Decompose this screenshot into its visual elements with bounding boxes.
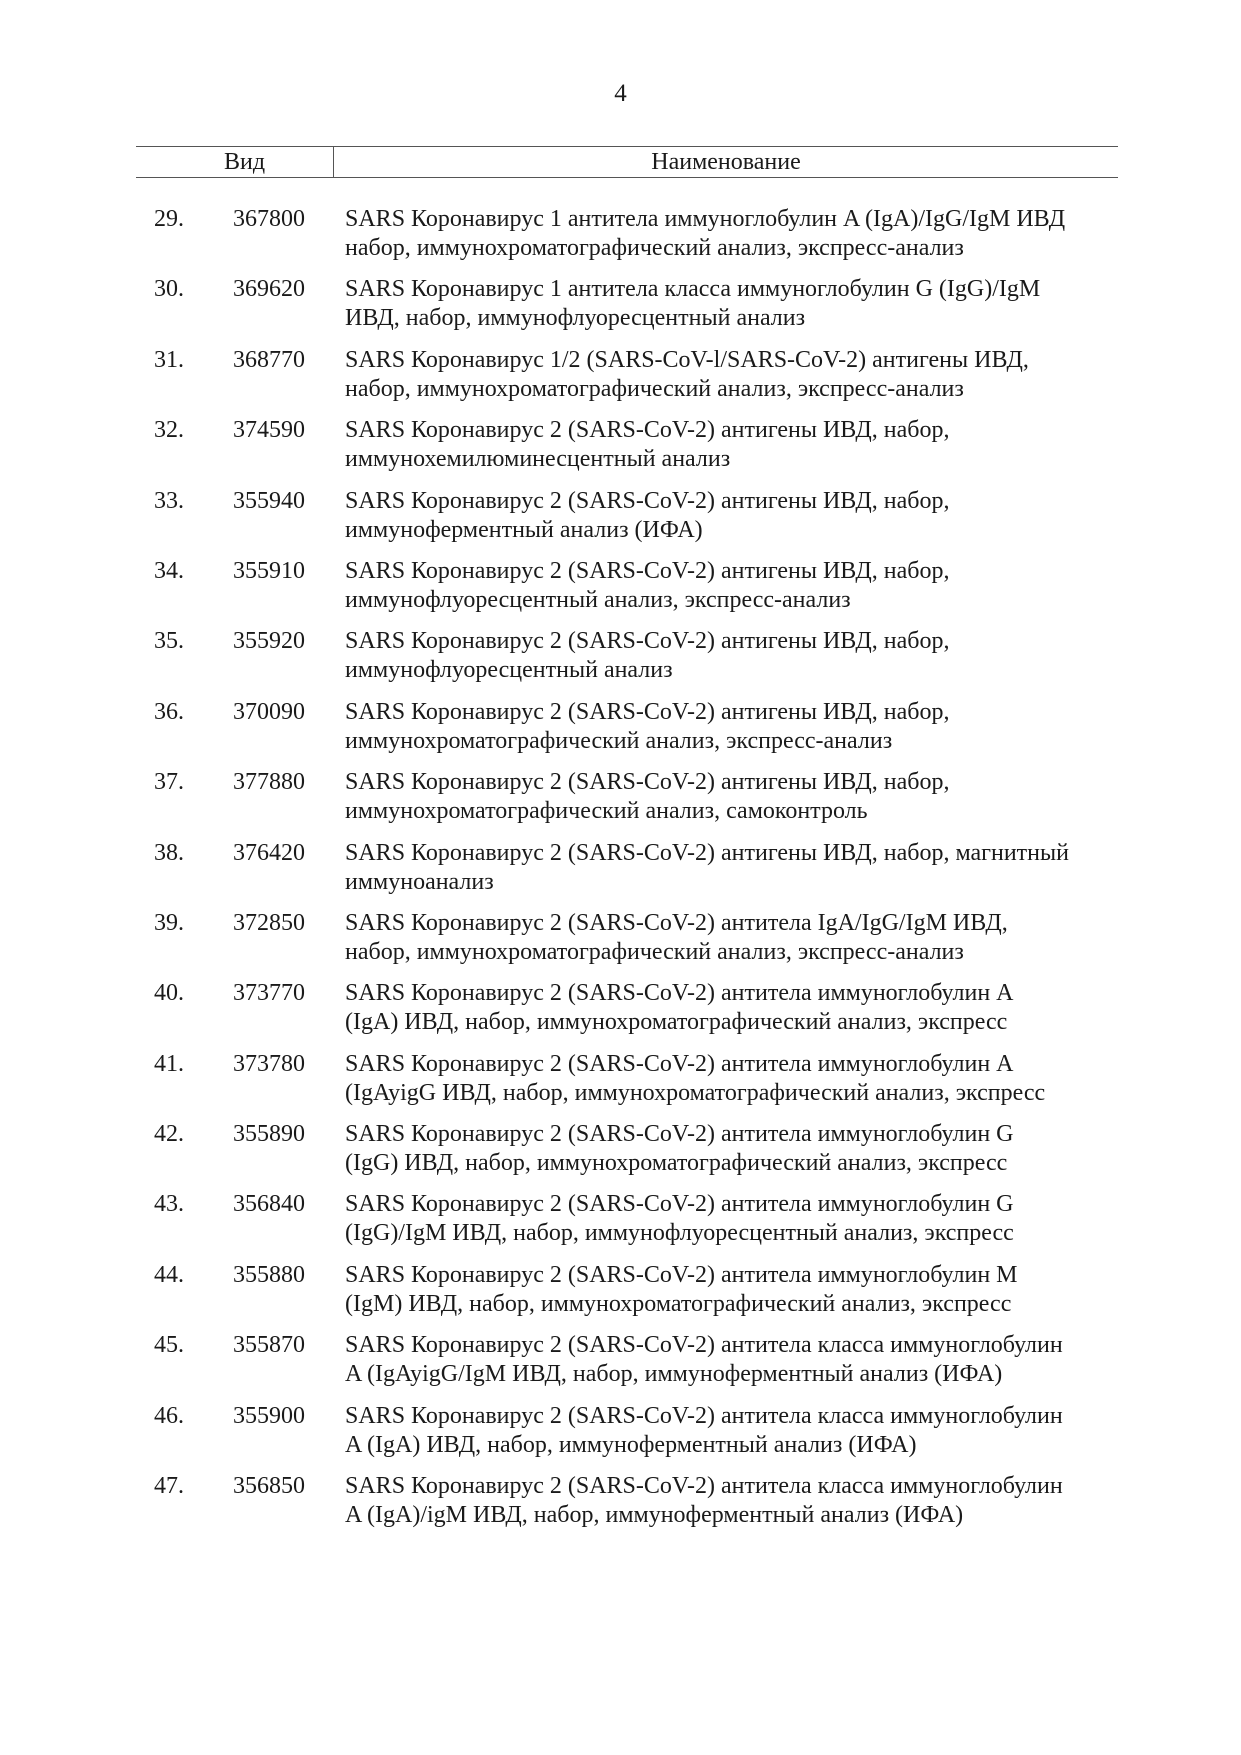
- row-name-line: SARS Коронавирус 2 (SARS-CoV-2) антитела класса иммуноглобулин: [345, 1402, 1063, 1429]
- row-number: 35.: [154, 628, 184, 655]
- row-name: [345, 839, 1120, 897]
- table-row: [0, 487, 1241, 557]
- row-name-line: иммунохемилюминесцентный анализ: [345, 446, 731, 473]
- row-name: [345, 1331, 1120, 1389]
- table-row: [0, 909, 1241, 979]
- row-name: [345, 487, 1120, 545]
- row-name: [345, 346, 1120, 404]
- row-code: 355880: [233, 1261, 305, 1288]
- row-code: 372850: [233, 909, 305, 936]
- table-row: [0, 1050, 1241, 1120]
- column-header-name: Наименование: [651, 149, 801, 175]
- row-number: 44.: [154, 1261, 184, 1288]
- table-body: [0, 205, 1241, 1542]
- row-code: 369620: [233, 276, 305, 303]
- row-name-line: SARS Коронавирус 1 антитела иммуноглобулин A (IgA)/IgG/IgM ИВД: [345, 206, 1066, 232]
- row-name-line: SARS Коронавирус 2 (SARS-CoV-2) антигены ИВД, набор,: [345, 487, 950, 514]
- row-name-line: SARS Коронавирус 2 (SARS-CoV-2) антитела иммуноглобулин M: [345, 1261, 1018, 1288]
- row-name-line: SARS Коронавирус 2 (SARS-CoV-2) антигены ИВД, набор,: [345, 417, 950, 444]
- row-name-line: SARS Коронавирус 1/2 (SARS-CoV-l/SARS-CoV-2) антигены ИВД,: [345, 346, 1029, 373]
- table-row: [0, 979, 1241, 1049]
- row-code: 355890: [233, 1121, 305, 1148]
- table-row: [0, 627, 1241, 697]
- row-name-line: иммуноферментный анализ (ИФА): [345, 516, 703, 543]
- row-name-line: SARS Коронавирус 2 (SARS-CoV-2) антитела иммуноглобулин G: [345, 1121, 1014, 1148]
- row-name-line: SARS Коронавирус 2 (SARS-CoV-2) антигены ИВД, набор,: [345, 698, 950, 725]
- row-name-line: иммунохроматографический анализ, самоконтроль: [345, 798, 868, 825]
- row-number: 29.: [154, 206, 184, 232]
- table-row: [0, 839, 1241, 909]
- row-code: 376420: [233, 839, 305, 866]
- row-name-line: SARS Коронавирус 2 (SARS-CoV-2) антитела иммуноглобулин G: [345, 1191, 1014, 1218]
- table-row: [0, 1190, 1241, 1260]
- table-row: [0, 1472, 1241, 1542]
- row-name-line: A (IgA)/igM ИВД, набор, иммуноферментный анализ (ИФА): [345, 1502, 964, 1529]
- row-name: [345, 698, 1120, 756]
- table-row: [0, 557, 1241, 627]
- table-row: [0, 1331, 1241, 1401]
- row-name-line: A (IgAyigG/IgM ИВД, набор, иммуноферментный анализ (ИФА): [345, 1361, 1003, 1388]
- row-name-line: (IgM) ИВД, набор, иммунохроматографический анализ, экспресс: [345, 1290, 1012, 1317]
- row-number: 43.: [154, 1191, 184, 1218]
- row-name: [345, 909, 1120, 967]
- row-name-line: SARS Коронавирус 2 (SARS-CoV-2) антитела класса иммуноглобулин: [345, 1332, 1063, 1359]
- row-name: [345, 275, 1120, 333]
- row-code: 367800: [233, 206, 305, 232]
- row-name-line: (IgAyigG ИВД, набор, иммунохроматографический анализ, экспресс: [345, 1079, 1046, 1106]
- row-name-line: набор, иммунохроматографический анализ, экспресс-анализ: [345, 938, 964, 965]
- row-number: 36.: [154, 698, 184, 725]
- table-row: [0, 698, 1241, 768]
- row-name-line: ИВД, набор, иммунофлуоресцентный анализ: [345, 305, 806, 332]
- row-code: 377880: [233, 769, 305, 796]
- table-row: [0, 1120, 1241, 1190]
- row-name: [345, 416, 1120, 474]
- row-number: 31.: [154, 346, 184, 373]
- row-code: 370090: [233, 698, 305, 725]
- row-number: 41.: [154, 1050, 184, 1077]
- row-name: [345, 1190, 1120, 1248]
- row-name-line: иммунохроматографический анализ, экспресс-анализ: [345, 727, 893, 754]
- column-header-vid: Вид: [136, 147, 334, 177]
- row-number: 38.: [154, 839, 184, 866]
- row-name-line: SARS Коронавирус 1 антитела класса иммуноглобулин G (IgG)/IgM: [345, 276, 1041, 303]
- row-number: 34.: [154, 557, 184, 584]
- row-name: [345, 627, 1120, 685]
- row-number: 40.: [154, 980, 184, 1007]
- table-row: [0, 768, 1241, 838]
- row-name: [345, 1261, 1120, 1319]
- row-name-line: SARS Коронавирус 2 (SARS-CoV-2) антитела класса иммуноглобулин: [345, 1473, 1063, 1500]
- row-name: [345, 768, 1120, 826]
- row-name-line: SARS Коронавирус 2 (SARS-CoV-2) антигены ИВД, набор,: [345, 628, 950, 655]
- row-name: [345, 1472, 1120, 1530]
- table-row: [0, 275, 1241, 345]
- row-number: 39.: [154, 909, 184, 936]
- row-name-line: иммуноанализ: [345, 868, 494, 895]
- row-code: 355910: [233, 557, 305, 584]
- row-name: [345, 1402, 1120, 1460]
- row-name-line: набор, иммунохроматографический анализ, экспресс-анализ: [345, 235, 964, 261]
- row-number: 42.: [154, 1121, 184, 1148]
- row-name-line: иммунофлуоресцентный анализ: [345, 657, 673, 684]
- row-name-line: иммунофлуоресцентный анализ, экспресс-анализ: [345, 586, 851, 613]
- row-code: 356840: [233, 1191, 305, 1218]
- row-name-line: SARS Коронавирус 2 (SARS-CoV-2) антигены ИВД, набор,: [345, 769, 950, 796]
- row-code: 373780: [233, 1050, 305, 1077]
- row-code: 374590: [233, 417, 305, 444]
- row-name: [345, 205, 1120, 263]
- row-name-line: SARS Коронавирус 2 (SARS-CoV-2) антигены ИВД, набор,: [345, 557, 950, 584]
- row-number: 30.: [154, 276, 184, 303]
- table-row: [0, 346, 1241, 416]
- row-name-line: SARS Коронавирус 2 (SARS-CoV-2) антитела иммуноглобулин A: [345, 1050, 1014, 1077]
- row-number: 47.: [154, 1473, 184, 1500]
- row-name-line: SARS Коронавирус 2 (SARS-CoV-2) антигены ИВД, набор, магнитный: [345, 839, 1069, 866]
- row-name-line: A (IgA) ИВД, набор, иммуноферментный анализ (ИФА): [345, 1431, 917, 1458]
- row-number: 33.: [154, 487, 184, 514]
- row-name-line: (IgA) ИВД, набор, иммунохроматографический анализ, экспресс: [345, 1009, 1008, 1036]
- row-number: 45.: [154, 1332, 184, 1359]
- row-code: 355920: [233, 628, 305, 655]
- table-row: [0, 1402, 1241, 1472]
- row-name: [345, 1120, 1120, 1178]
- row-name: [345, 979, 1120, 1037]
- page-number: 4: [614, 80, 627, 107]
- row-code: 373770: [233, 980, 305, 1007]
- row-code: 368770: [233, 346, 305, 373]
- row-name-line: SARS Коронавирус 2 (SARS-CoV-2) антитела IgA/IgG/IgM ИВД,: [345, 909, 1008, 936]
- row-code: 355940: [233, 487, 305, 514]
- row-name-line: SARS Коронавирус 2 (SARS-CoV-2) антитела иммуноглобулин A: [345, 980, 1014, 1007]
- table-row: [0, 1261, 1241, 1331]
- row-number: 46.: [154, 1402, 184, 1429]
- row-name-line: (IgG)/IgM ИВД, набор, иммунофлуоресцентный анализ, экспресс: [345, 1220, 1014, 1247]
- row-name-line: набор, иммунохроматографический анализ, экспресс-анализ: [345, 375, 964, 402]
- row-name: [345, 557, 1120, 615]
- row-number: 37.: [154, 769, 184, 796]
- row-code: 355870: [233, 1332, 305, 1359]
- row-code: 355900: [233, 1402, 305, 1429]
- table-header: [136, 146, 1118, 178]
- table-row: [0, 205, 1241, 275]
- row-name: [345, 1050, 1120, 1108]
- row-name-line: (IgG) ИВД, набор, иммунохроматографический анализ, экспресс: [345, 1150, 1008, 1177]
- row-number: 32.: [154, 417, 184, 444]
- table-row: [0, 416, 1241, 486]
- row-code: 356850: [233, 1473, 305, 1500]
